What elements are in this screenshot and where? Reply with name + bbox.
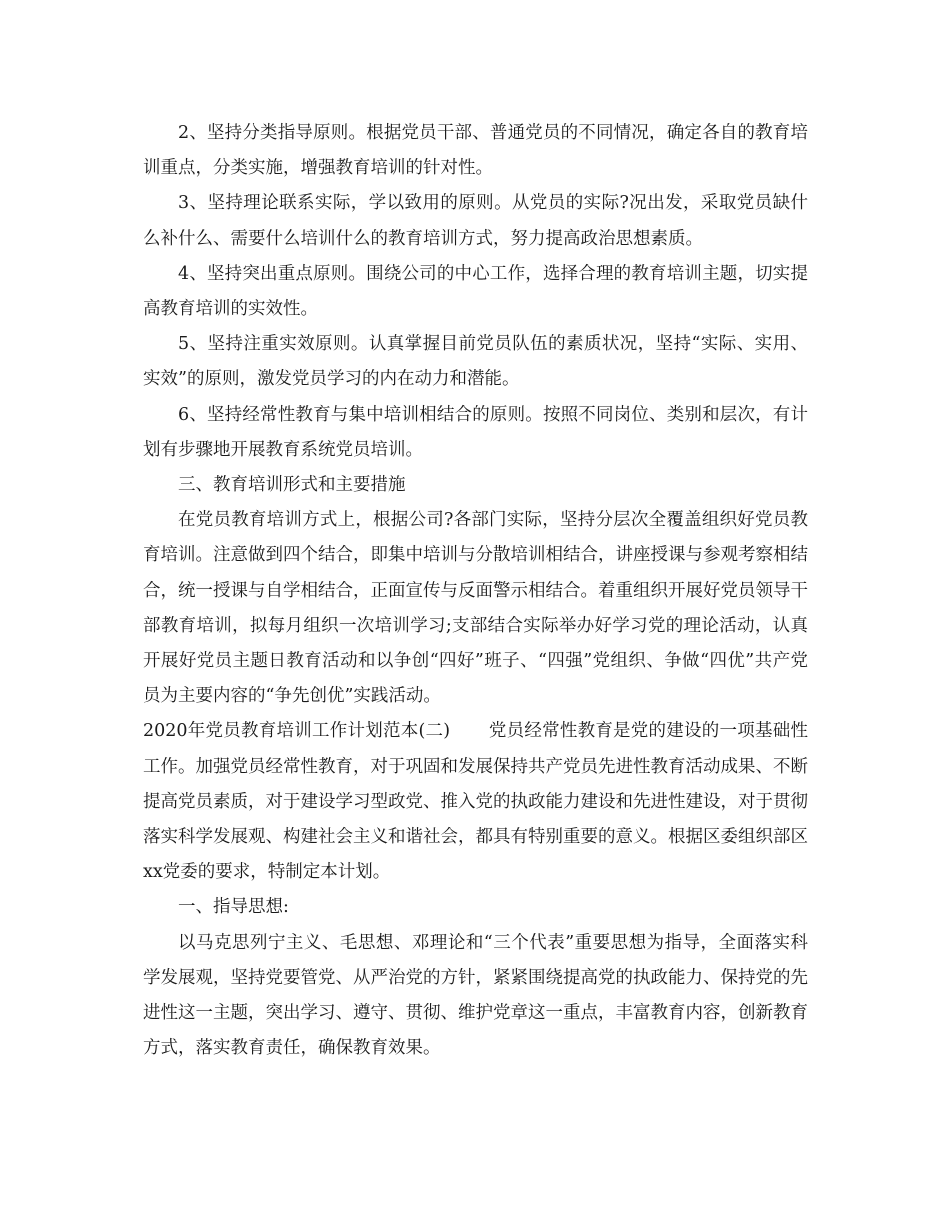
paragraph-principle-2: 2、坚持分类指导原则。根据党员干部、普通党员的不同情况，确定各自的教育培训重点，分类实施，增强教育培训的针对性。 <box>143 123 808 179</box>
paragraph-section-two-intro <box>143 714 808 890</box>
paragraph-guiding-ideology: 以马克思列宁主义、毛思想、邓理论和“三个代表”重要思想为指导，全面落实科学发展观，坚持党要管党、从严治党的方针，紧紧围绕提高党的执政能力、保持党的先进性这一主题，突出学习、遵守、贯彻、维护党章这一重点，丰富教育内容，创新教育方式，落实教育责任，确保教育效果。 <box>143 932 808 1059</box>
section-heading-guiding-ideology: 一、指导思想: <box>178 897 289 918</box>
paragraph-principle-3: 3、坚持理论联系实际，学以致用的原则。从党员的实际?况出发，采取党员缺什么补什么、需要什么培训什么的教育培训方式，努力提高政治思想素质。 <box>143 193 808 249</box>
section-heading-forms-measures: 三、教育培训形式和主要措施 <box>178 475 406 496</box>
paragraph-principle-6: 6、坚持经常性教育与集中培训相结合的原则。按照不同岗位、类别和层次，有计划有步骤地开展教育系统党员培训。 <box>143 404 808 460</box>
paragraph-training-methods: 在党员教育培训方式上，根据公司?各部门实际，坚持分层次全覆盖组织好党员教育培训。注意做到四个结合，即集中培训与分散培训相结合，讲座授课与参观考察相结合，统一授课与自学相结合，正面宣传与反面警示相结合。着重组织开展好党员领导干部教育培训，拟每月组织一次培训学习;支部结合实际举办好学习党的理论活动，认真开展好党员主题日教育活动和以争创“四好”班子、“四强”党组织、争做“四优”共产党员为主要内容的“争先创优”实践活动。 <box>143 510 808 707</box>
document-body <box>143 116 808 1066</box>
paragraph-principle-4: 4、坚持突出重点原则。围绕公司的中心工作，选择合理的教育培训主题，切实提高教育培训的实效性。 <box>143 263 808 320</box>
document-section-title: 2020年党员教育培训工作计划范本(二) <box>143 721 451 742</box>
paragraph-regular-education: 党员经常性教育是党的建设的一项基础性工作。加强党员经常性教育，对于巩固和发展保持共产党员先进性教育活动成果、不断提高党员素质，对于建设学习型政党、推入党的执政能力建设和先进性建设，对于贯彻落实科学发展观、构建社会主义和谐社会，都具有特别重要的意义。根据区委组织部区xx党委的要求，特制定本计划。 <box>143 721 809 883</box>
paragraph-principle-5: 5、坚持注重实效原则。认真掌握目前党员队伍的素质状况，坚持“实际、实用、实效”的原则，激发党员学习的内在动力和潜能。 <box>143 334 808 390</box>
